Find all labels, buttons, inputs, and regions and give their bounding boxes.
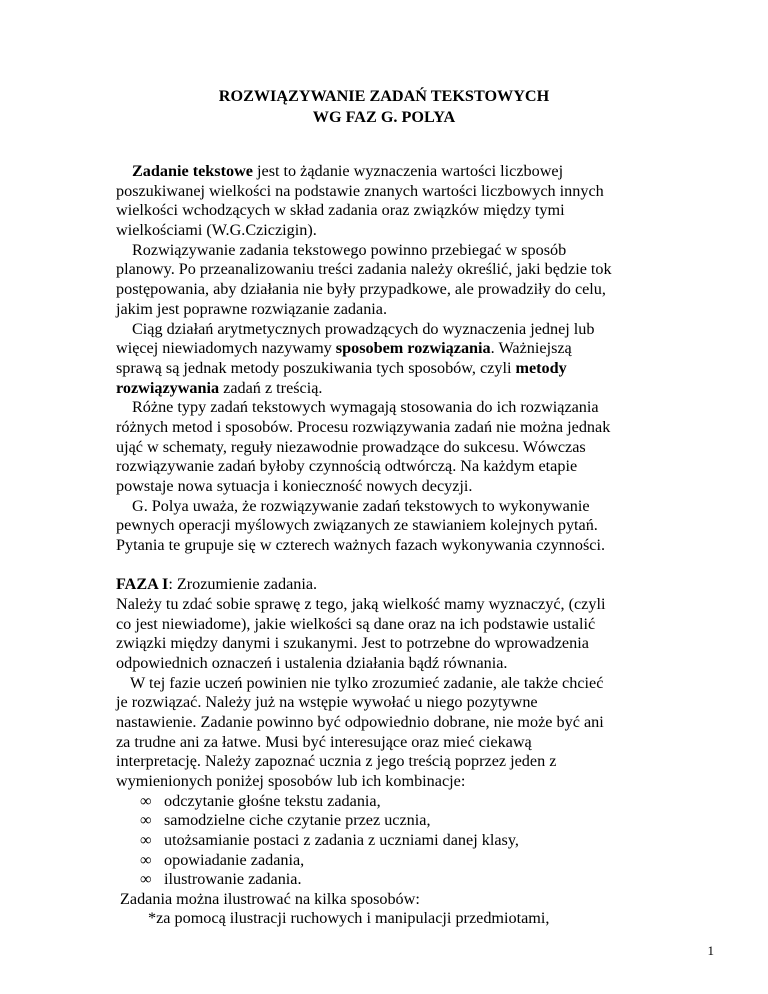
- faza-1-heading: : Zrozumienie zadania.: [168, 575, 318, 594]
- list-item: ∞ utożsamianie postaci z zadania z uczniami danej klasy,: [140, 831, 519, 849]
- term-sposob-rozwiazania: sposobem rozwiązania: [335, 339, 491, 358]
- infinity-bullet-icon: ∞: [140, 850, 152, 869]
- list-item: ∞ samodzielne ciche czytanie przez ucznia,: [140, 811, 431, 830]
- paragraph-types: Różne typy zadań tekstowych wymagają stosowania do ich rozwiązania różnych metod i sposobów. Procesu rozwiązywania zadań nie można jednak ująć w schematy, reguły niezawodnie prowadzące do sukcesu. Wówczas rozwiązywanie zadań byłoby czynnością odtwórczą. Na każdym etapie powstaje nowa sytuacja i konieczność nowych decyzji.: [116, 398, 611, 495]
- term-rozwiazywania: rozwiązywania: [116, 378, 220, 397]
- bullet-list: [116, 792, 676, 890]
- infinity-bullet-icon: ∞: [140, 870, 152, 889]
- paragraph-definition: Zadanie tekstowe jest to żądanie wyznaczenia wartości liczbowej poszukiwanej wielkości na podstawie znanych wartości liczbowych innych wielkości wchodzących w skład zadania oraz związków między tymi wielkościami (W.G.Cziczigin).: [116, 162, 604, 240]
- faza-1-label: FAZA I: [116, 575, 169, 594]
- document-title: [0, 86, 768, 127]
- list-item: ∞ opowiadanie zadania,: [140, 850, 305, 869]
- list-item: ∞ ilustrowanie zadania.: [140, 870, 302, 889]
- infinity-bullet-icon: ∞: [140, 831, 152, 849]
- page-number: 1: [707, 943, 714, 958]
- infinity-bullet-icon: ∞: [140, 791, 152, 810]
- paragraph-methods: Ciąg działań arytmetycznych prowadzących do wyznaczenia jednej lub więcej niewiadomych nazywamy sposobem rozwiązania. Ważniejszą sprawą są jednak metody poszukiwania tych sposobów, czyli metody rozwiązywania zadań z treścią.: [116, 319, 595, 397]
- title-line-1: ROZWIĄZYWANIE ZADAŃ TEKSTOWYCH: [218, 87, 550, 105]
- infinity-bullet-icon: ∞: [140, 811, 152, 830]
- list-item: ∞ odczytanie głośne tekstu zadania,: [140, 791, 381, 810]
- document-body: [116, 162, 676, 929]
- paragraph-planning: Rozwiązywanie zadania tekstowego powinno przebiegać w sposób planowy. Po przeanalizowaniu treści zadania należy określić, jaki będzie tok postępowania, aby działania nie były przypadkowe, ale prowadziły do celu, jakim jest poprawne rozwiązanie zadania.: [116, 240, 612, 318]
- title-line-2: WG FAZ G. POLYA: [312, 107, 456, 126]
- paragraph-polya: G. Polya uważa, że rozwiązywanie zadań tekstowych to wykonywanie pewnych operacji myślowych związanych ze stawianiem kolejnych pytań. Pytania te grupuje się w czterech ważnych fazach wykonywania czynności.: [116, 496, 606, 555]
- section-faza-1: FAZA I: Zrozumienie zadania. Należy tu zdać sobie sprawę z tego, jaką wielkość mamy wyznaczyć, (czyli co jest niewiadome), jakie wielkości są dane oraz na ich podstawie ustalić związki między danymi i szukanymi. Jest to potrzebne do wprowadzenia odpowiednich oznaczeń i ustalenia działania bądź równania. W tej fazie uczeń powinien nie tylko zrozumieć zadanie, ale także chcieć je rozwiązać. Należy już na wstępie wywołać u niego pozytywne nastawienie. Zadanie powinno być odpowiednio dobrane, nie może być ani za trudne ani za łatwe. Musi być interesujące oraz mieć ciekawą interpretację. Należy zapoznać ucznia z jego treścią poprzez jeden z wymienionych poniżej sposobów lub ich kombinacje: ∞ odczytanie głośne tekstu zadania, ∞ samodzielne ciche czytanie przez ucznia, ∞ utożsamianie postaci z zadania z uczniami danej klasy, ∞ opowiadanie zadania, ∞ ilustrowanie zadania. Zadania można ilustrować na kilka sposobów: *za pomocą ilustracji ruchowych i manipulacji przedmiotami,: [116, 575, 676, 929]
- term-zadanie-tekstowe: Zadanie tekstowe: [132, 162, 253, 180]
- term-metody: metody: [515, 358, 567, 377]
